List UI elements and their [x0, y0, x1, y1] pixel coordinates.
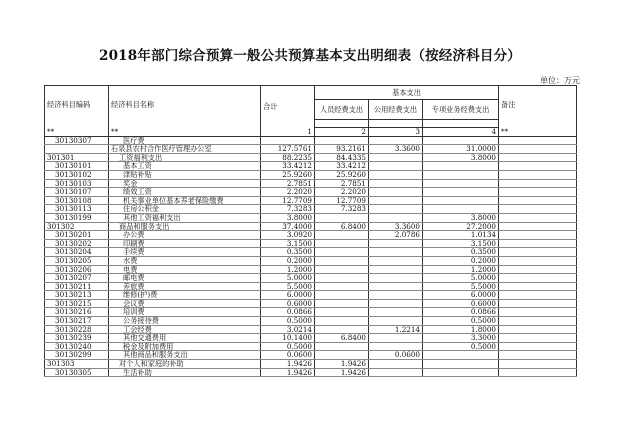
name-cell: 其他商品和服务支出	[109, 351, 261, 360]
table-row	[45, 351, 577, 360]
special-cell: 6.0000	[423, 291, 499, 300]
remark-cell	[499, 351, 577, 360]
remark-cell	[499, 239, 577, 248]
table-row	[45, 325, 577, 334]
table-row	[45, 213, 577, 222]
code-cell: 30130215	[45, 299, 109, 308]
total-cell: 0.0866	[261, 308, 315, 317]
total-cell: 0.2000	[261, 256, 315, 265]
index-cell: 2	[315, 128, 369, 137]
code-cell: 30130103	[45, 179, 109, 188]
name-cell: 住房公积金	[109, 205, 261, 214]
name-cell: 水费	[109, 256, 261, 265]
special-cell: 3.8000	[423, 213, 499, 222]
public-cell	[369, 239, 423, 248]
name-cell: 工资福利支出	[109, 153, 261, 162]
table-row	[45, 360, 577, 369]
special-cell: 5.0000	[423, 274, 499, 283]
public-cell	[369, 299, 423, 308]
personnel-cell	[315, 308, 369, 317]
name-cell: 奖金	[109, 179, 261, 188]
code-cell: 30130113	[45, 205, 109, 214]
table-row	[45, 145, 577, 154]
remark-cell	[499, 360, 577, 369]
special-cell: 1.2000	[423, 265, 499, 274]
table-row	[45, 179, 577, 188]
total-cell: 88.2235	[261, 153, 315, 162]
remark-cell	[499, 308, 577, 317]
public-cell: 1.2214	[369, 325, 423, 334]
header-special: 专项业务经费支出	[423, 100, 499, 120]
code-cell: 30130207	[45, 274, 109, 283]
public-cell: 2.0786	[369, 231, 423, 240]
remark-cell	[499, 368, 577, 377]
remark-cell	[499, 265, 577, 274]
personnel-cell	[315, 325, 369, 334]
personnel-cell: 6.8400	[315, 222, 369, 231]
remark-cell	[499, 342, 577, 351]
name-cell: 商品和服务支出	[109, 222, 261, 231]
total-cell: 5.0000	[261, 274, 315, 283]
total-cell: 127.5761	[261, 145, 315, 154]
personnel-cell	[315, 213, 369, 222]
code-cell: 301302	[45, 222, 109, 231]
public-cell	[369, 196, 423, 205]
special-cell: 31.0000	[423, 145, 499, 154]
public-cell	[369, 170, 423, 179]
code-cell: 301303	[45, 360, 109, 369]
remark-cell	[499, 213, 577, 222]
name-cell: 其他工资福利支出	[109, 213, 261, 222]
special-cell	[423, 205, 499, 214]
name-cell: 工会经费	[109, 325, 261, 334]
special-cell	[423, 136, 499, 145]
public-cell	[369, 317, 423, 326]
table-row	[45, 334, 577, 343]
personnel-cell	[315, 299, 369, 308]
table-row	[45, 317, 577, 326]
index-cell: 1	[261, 128, 315, 137]
personnel-cell: 33.4212	[315, 162, 369, 171]
public-cell	[369, 342, 423, 351]
public-cell	[369, 213, 423, 222]
public-cell	[369, 136, 423, 145]
special-cell: 1.0134	[423, 231, 499, 240]
header-total: 合计	[261, 86, 315, 128]
remark-cell	[499, 299, 577, 308]
name-cell: 印刷费	[109, 239, 261, 248]
code-cell: 30130239	[45, 334, 109, 343]
code-cell: 30130307	[45, 136, 109, 145]
total-cell: 1.9426	[261, 368, 315, 377]
table-row	[45, 308, 577, 317]
table-row	[45, 342, 577, 351]
special-cell: 5.5000	[423, 282, 499, 291]
personnel-cell: 12.7709	[315, 196, 369, 205]
unit-label: 单位：万元	[540, 76, 580, 85]
remark-cell	[499, 274, 577, 283]
name-cell: 培训费	[109, 308, 261, 317]
code-cell: 30130240	[45, 342, 109, 351]
total-cell: 37.4000	[261, 222, 315, 231]
code-cell	[45, 145, 109, 154]
table-row	[45, 136, 577, 145]
special-cell: 0.6000	[423, 299, 499, 308]
header-basic: 基本支出	[315, 86, 499, 100]
header-name: 经济科目名称	[109, 86, 261, 128]
remark-cell	[499, 153, 577, 162]
index-cell: **	[109, 128, 261, 137]
special-cell	[423, 170, 499, 179]
code-cell: 30130216	[45, 308, 109, 317]
total-cell: 2.2020	[261, 188, 315, 197]
public-cell	[369, 153, 423, 162]
personnel-cell	[315, 351, 369, 360]
special-cell	[423, 360, 499, 369]
remark-cell	[499, 188, 577, 197]
table-row	[45, 170, 577, 179]
table-row	[45, 188, 577, 197]
special-cell: 0.2000	[423, 256, 499, 265]
remark-cell	[499, 205, 577, 214]
table-row	[45, 282, 577, 291]
name-cell: 生活补助	[109, 368, 261, 377]
name-cell: 会议费	[109, 299, 261, 308]
personnel-cell: 6.8400	[315, 334, 369, 343]
public-cell	[369, 265, 423, 274]
remark-cell	[499, 196, 577, 205]
header-remark: 备注	[499, 86, 577, 128]
special-cell: 0.0866	[423, 308, 499, 317]
remark-cell	[499, 145, 577, 154]
personnel-cell: 84.4335	[315, 153, 369, 162]
personnel-cell	[315, 248, 369, 257]
remark-cell	[499, 256, 577, 265]
table-row	[45, 265, 577, 274]
page-title: 2018年部门综合预算一般公共预算基本支出明细表（按经济科目分）	[99, 48, 521, 64]
name-cell: 对个人和家庭的补助	[109, 360, 261, 369]
name-cell: 维修(护)费	[109, 291, 261, 300]
public-cell	[369, 291, 423, 300]
header-gap-cell	[423, 120, 499, 128]
code-cell: 30130199	[45, 213, 109, 222]
special-cell	[423, 179, 499, 188]
code-cell: 30130211	[45, 282, 109, 291]
remark-cell	[499, 317, 577, 326]
code-cell: 30130204	[45, 248, 109, 257]
remark-cell	[499, 291, 577, 300]
code-cell: 301301	[45, 153, 109, 162]
table-row	[45, 205, 577, 214]
public-cell	[369, 188, 423, 197]
total-cell: 1.2000	[261, 265, 315, 274]
special-cell	[423, 162, 499, 171]
index-cell: 4	[423, 128, 499, 137]
personnel-cell	[315, 291, 369, 300]
name-cell: 医疗费	[109, 136, 261, 145]
special-cell: 0.3500	[423, 248, 499, 257]
personnel-cell	[315, 256, 369, 265]
header-gap-cell	[369, 120, 423, 128]
remark-cell	[499, 170, 577, 179]
name-cell: 其他交通费用	[109, 334, 261, 343]
personnel-cell	[315, 136, 369, 145]
special-cell	[423, 196, 499, 205]
name-cell: 绩效工资	[109, 188, 261, 197]
personnel-cell: 1.9426	[315, 360, 369, 369]
total-cell: 3.0214	[261, 325, 315, 334]
header-row-1	[45, 86, 577, 100]
personnel-cell: 1.9426	[315, 368, 369, 377]
header-gap-cell	[315, 120, 369, 128]
remark-cell	[499, 282, 577, 291]
special-cell	[423, 188, 499, 197]
personnel-cell	[315, 239, 369, 248]
budget-table	[44, 85, 577, 377]
code-cell: 30130107	[45, 188, 109, 197]
personnel-cell: 25.9260	[315, 170, 369, 179]
name-cell: 津贴补贴	[109, 170, 261, 179]
public-cell: 0.0600	[369, 351, 423, 360]
remark-cell	[499, 162, 577, 171]
personnel-cell: 7.3283	[315, 205, 369, 214]
code-cell: 30130108	[45, 196, 109, 205]
header-code: 经济科目编码	[45, 86, 109, 128]
table-row	[45, 239, 577, 248]
name-cell: 电费	[109, 265, 261, 274]
public-cell	[369, 179, 423, 188]
special-cell: 0.5000	[423, 342, 499, 351]
table-row	[45, 222, 577, 231]
total-cell: 3.8000	[261, 213, 315, 222]
total-cell: 6.0000	[261, 291, 315, 300]
header-public: 公用经费支出	[369, 100, 423, 120]
total-cell: 0.6000	[261, 299, 315, 308]
table-row	[45, 256, 577, 265]
public-cell	[369, 205, 423, 214]
remark-cell	[499, 248, 577, 257]
index-cell: **	[499, 128, 577, 137]
public-cell	[369, 248, 423, 257]
table-row	[45, 231, 577, 240]
total-cell: 12.7709	[261, 196, 315, 205]
code-cell: 30130205	[45, 256, 109, 265]
code-cell: 30130305	[45, 368, 109, 377]
public-cell	[369, 256, 423, 265]
remark-cell	[499, 136, 577, 145]
personnel-cell: 2.7851	[315, 179, 369, 188]
personnel-cell	[315, 342, 369, 351]
table-row	[45, 368, 577, 377]
total-cell: 0.0600	[261, 351, 315, 360]
total-cell: 5.5000	[261, 282, 315, 291]
total-cell: 0.5000	[261, 342, 315, 351]
code-cell: 30130217	[45, 317, 109, 326]
total-cell: 3.0920	[261, 231, 315, 240]
name-cell: 基本工资	[109, 162, 261, 171]
table-row	[45, 196, 577, 205]
index-row	[45, 128, 577, 137]
special-cell	[423, 351, 499, 360]
total-cell: 33.4212	[261, 162, 315, 171]
code-cell: 30130206	[45, 265, 109, 274]
special-cell: 3.8000	[423, 153, 499, 162]
table-row	[45, 299, 577, 308]
table-row	[45, 291, 577, 300]
header-personnel: 人员经费支出	[315, 100, 369, 120]
personnel-cell	[315, 317, 369, 326]
personnel-cell: 2.2020	[315, 188, 369, 197]
name-cell: 邮电费	[109, 274, 261, 283]
personnel-cell	[315, 274, 369, 283]
total-cell: 1.9426	[261, 360, 315, 369]
public-cell	[369, 368, 423, 377]
name-cell: 办公费	[109, 231, 261, 240]
special-cell: 27.2000	[423, 222, 499, 231]
table-row	[45, 274, 577, 283]
special-cell: 3.3000	[423, 334, 499, 343]
personnel-cell	[315, 265, 369, 274]
code-cell: 30130102	[45, 170, 109, 179]
remark-cell	[499, 325, 577, 334]
total-cell: 3.1500	[261, 239, 315, 248]
total-cell: 10.1400	[261, 334, 315, 343]
public-cell	[369, 334, 423, 343]
public-cell	[369, 308, 423, 317]
public-cell	[369, 274, 423, 283]
personnel-cell	[315, 282, 369, 291]
name-cell: 差旅费	[109, 282, 261, 291]
total-cell: 7.3283	[261, 205, 315, 214]
name-cell: 税金及附加费用	[109, 342, 261, 351]
remark-cell	[499, 231, 577, 240]
code-cell: 30130101	[45, 162, 109, 171]
personnel-cell: 93.2161	[315, 145, 369, 154]
name-cell: 公务接待费	[109, 317, 261, 326]
total-cell: 2.7851	[261, 179, 315, 188]
public-cell: 3.3600	[369, 222, 423, 231]
special-cell: 0.5000	[423, 317, 499, 326]
remark-cell	[499, 222, 577, 231]
table-row	[45, 153, 577, 162]
name-cell: 手续费	[109, 248, 261, 257]
name-cell: 机关事业单位基本养老保险缴费	[109, 196, 261, 205]
total-cell: 25.9260	[261, 170, 315, 179]
code-cell: 30130213	[45, 291, 109, 300]
name-cell: 石泉县农村合作医疗管理办公室	[109, 145, 261, 154]
table-row	[45, 248, 577, 257]
public-cell: 3.3600	[369, 145, 423, 154]
code-cell: 30130202	[45, 239, 109, 248]
public-cell	[369, 162, 423, 171]
personnel-cell	[315, 231, 369, 240]
public-cell	[369, 282, 423, 291]
special-cell: 3.1500	[423, 239, 499, 248]
remark-cell	[499, 334, 577, 343]
code-cell: 30130299	[45, 351, 109, 360]
remark-cell	[499, 179, 577, 188]
total-cell: 0.3500	[261, 248, 315, 257]
index-cell: **	[45, 128, 109, 137]
index-cell: 3	[369, 128, 423, 137]
code-cell: 30130201	[45, 231, 109, 240]
code-cell: 30130228	[45, 325, 109, 334]
special-cell: 1.8000	[423, 325, 499, 334]
public-cell	[369, 360, 423, 369]
total-cell: 0.5000	[261, 317, 315, 326]
table-row	[45, 162, 577, 171]
total-cell	[261, 136, 315, 145]
special-cell	[423, 368, 499, 377]
